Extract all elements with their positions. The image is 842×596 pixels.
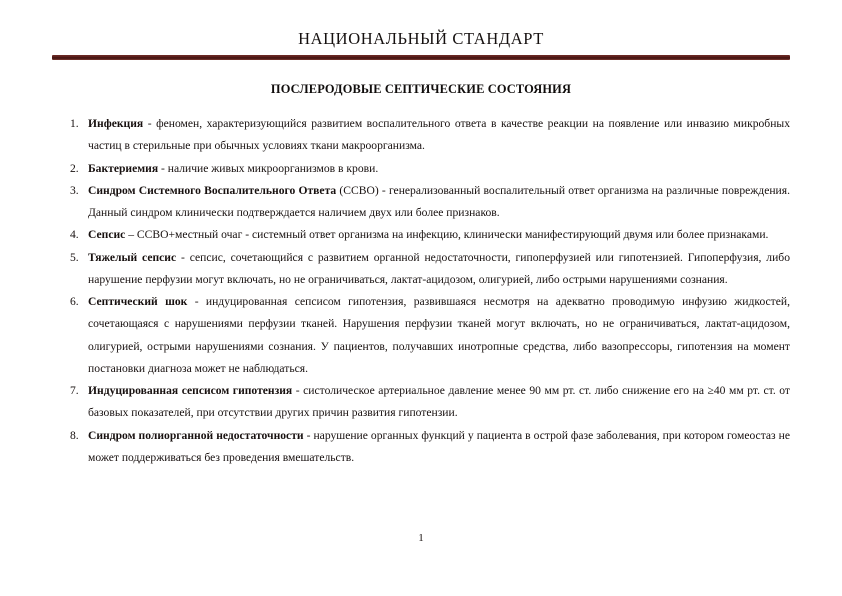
definition-body: – ССВО+местный очаг - системный ответ организма на инфекцию, клинически манифестирующий двумя или более признаками. bbox=[125, 228, 769, 242]
document-header-title: НАЦИОНАЛЬНЫЙ СТАНДАРТ bbox=[298, 29, 544, 48]
definition-body: - нарушение органных функций у пациента в острой фазе заболевания, при котором гомеостаз не может поддерживаться без проведения вмешательств. bbox=[88, 428, 791, 464]
definition-list bbox=[0, 113, 842, 469]
definition-term: Септический шок bbox=[88, 295, 188, 309]
definition-number: 5. bbox=[70, 250, 79, 264]
definition-number: 1. bbox=[70, 117, 79, 131]
definition-body: - сепсис, сочетающийся с развитием органной недостаточности, гипоперфузией или гипотензией. Гипоперфузия, либо нарушение перфузии могут включать, но не ограничиваться, лактат-ацидозом, олигурией, либо острыми нарушениями сознания. bbox=[88, 250, 790, 286]
definition-number: 7. bbox=[70, 384, 79, 398]
definition-term: Инфекция bbox=[88, 117, 144, 131]
definition-item bbox=[70, 380, 790, 425]
definition-number: 2. bbox=[70, 161, 79, 175]
definition-body: (ССВО) - генерализованный воспалительный ответ организма на различные повреждения. Данный синдром клинически подтверждается наличием двух или более признаков. bbox=[88, 183, 790, 220]
definition-body: - индуцированная сепсисом гипотензия, развившаяся несмотря на адекватно проводимую инфузию жидкостей, сочетающаяся с нарушениями перфузии тканей. Нарушения перфузии тканей могут включать, но не ограничиваться, лактат-ацидозом, олигурией, острыми нарушениями сознания. У пациентов, получавших инотропные средства, либо вазопрессоры, гипотензия на момент постановки диагноза может не наблюдаться. bbox=[88, 295, 790, 375]
definition-term: Тяжелый сепсис bbox=[88, 250, 177, 264]
definition-item bbox=[70, 247, 790, 292]
page-number: 1 bbox=[418, 532, 424, 544]
definition-item bbox=[70, 158, 790, 180]
definition-number: 6. bbox=[70, 295, 79, 309]
definition-number: 3. bbox=[70, 183, 79, 197]
definition-term: Индуцированная сепсисом гипотензия bbox=[88, 384, 293, 398]
definition-term: Сепсис bbox=[88, 228, 126, 242]
document-subtitle: ПОСЛЕРОДОВЫЕ СЕПТИЧЕСКИЕ СОСТОЯНИЯ bbox=[270, 82, 572, 97]
definition-term: Синдром Системного Воспалительного Ответа bbox=[88, 183, 337, 197]
header-divider-rule bbox=[52, 55, 790, 60]
definition-item bbox=[70, 224, 790, 246]
definition-body: - наличие живых микроорганизмов в крови. bbox=[158, 161, 379, 175]
definition-term: Бактериемия bbox=[88, 161, 159, 175]
definition-number: 4. bbox=[70, 228, 79, 242]
definition-item bbox=[70, 180, 790, 225]
definition-item bbox=[70, 291, 790, 380]
definition-body: - систолическое артериальное давление менее 90 мм рт. ст. либо снижение его на ≥40 мм рт. ст. от базовых показателей, при отсутствии других причин развития гипотензии. bbox=[88, 384, 790, 420]
document-header bbox=[0, 0, 842, 60]
definition-item bbox=[70, 113, 790, 158]
definition-term: Синдром полиорганной недостаточности bbox=[88, 428, 304, 442]
definition-number: 8. bbox=[70, 428, 79, 442]
definition-body: - феномен, характеризующийся развитием воспалительного ответа в качестве реакции на появление или инвазию микробных частиц в стерильные при обычных условиях ткани макроорганизма. bbox=[88, 117, 790, 153]
definition-item bbox=[70, 425, 790, 470]
